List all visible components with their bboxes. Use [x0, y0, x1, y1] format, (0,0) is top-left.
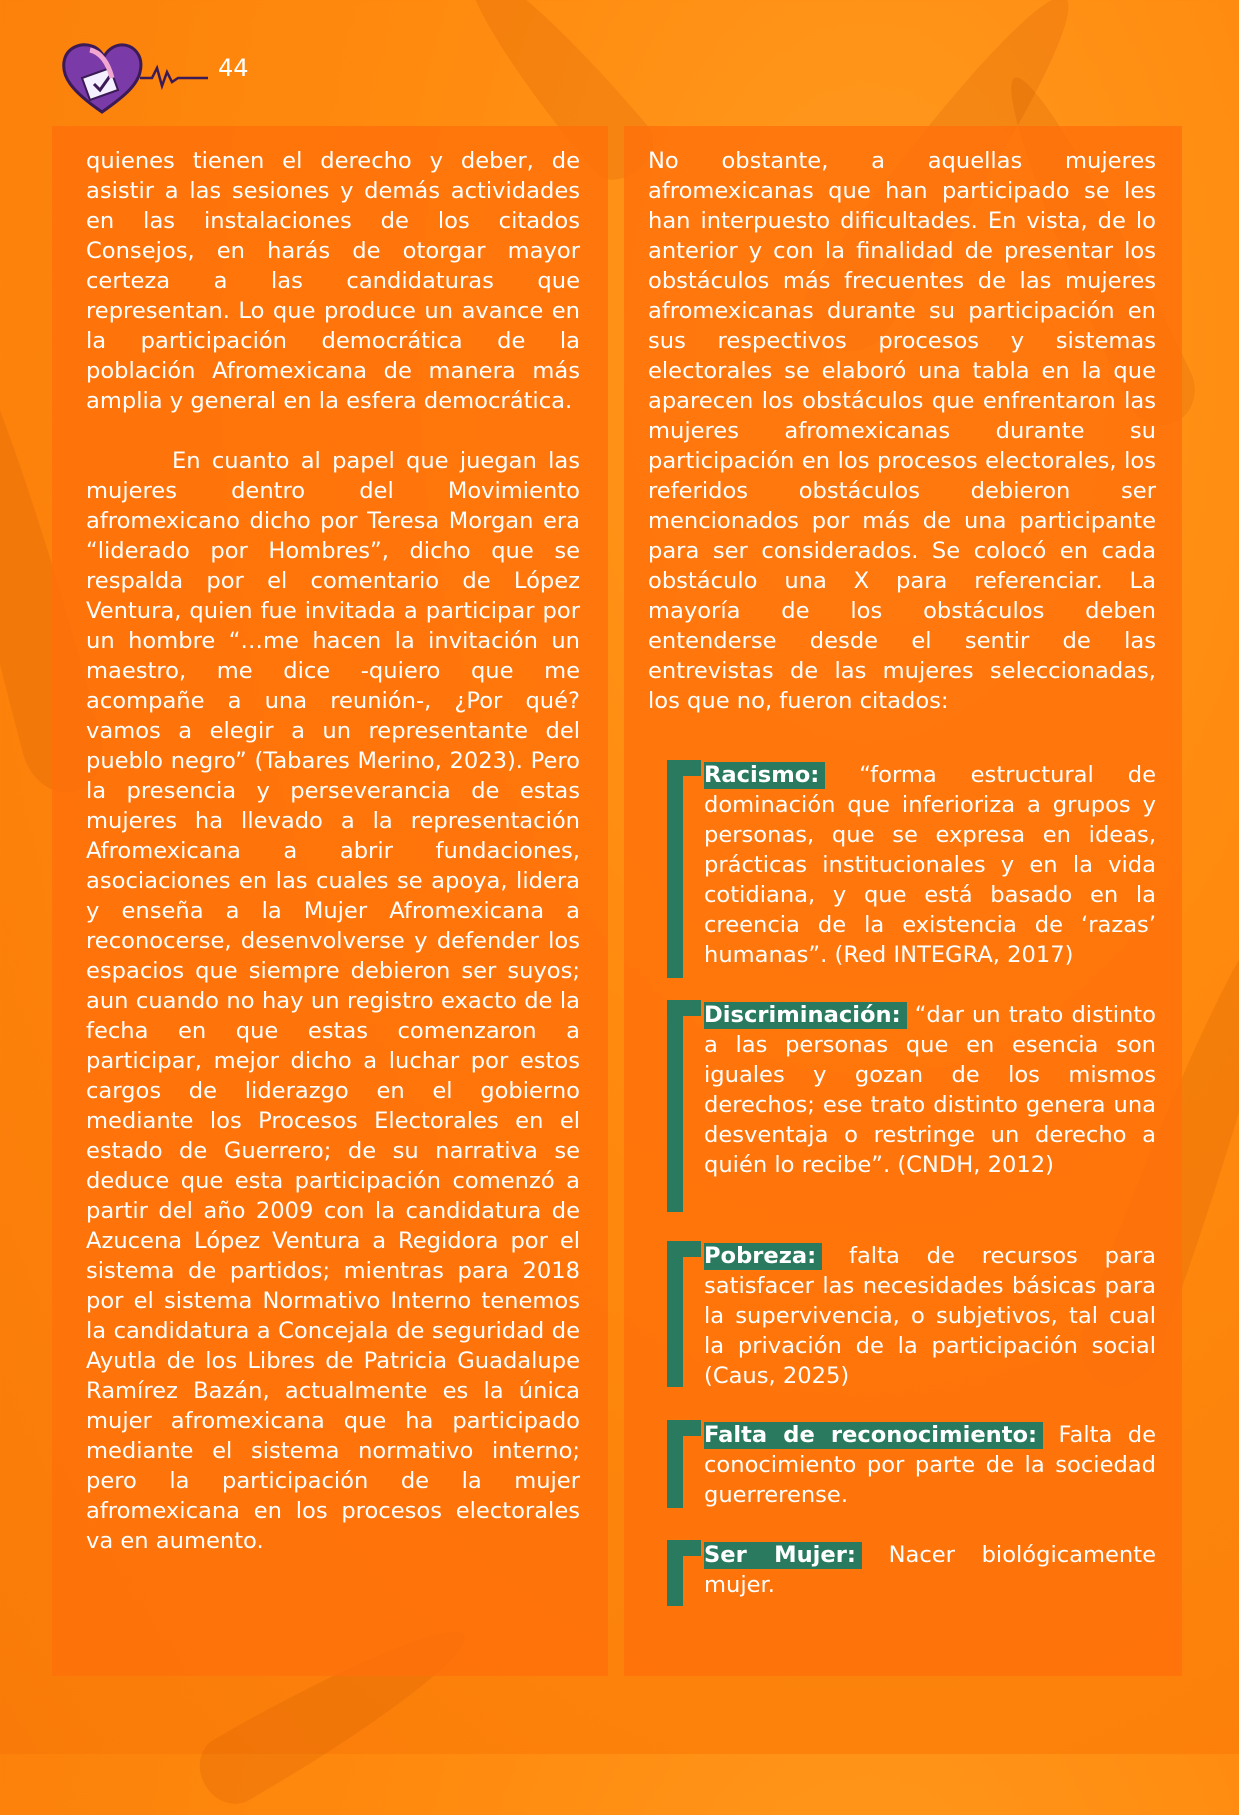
- obstacle-text: [704, 1420, 1156, 1510]
- obstacle-definition: Falta de conocimiento por parte de la sociedad guerrerense.: [704, 1422, 1157, 1508]
- obstacle-item-falta-reconocimiento: [668, 1420, 1156, 1510]
- item-accent-bar: [667, 1241, 701, 1257]
- obstacle-text: [704, 1000, 1156, 1180]
- obstacle-text: [704, 1540, 1156, 1600]
- obstacle-term: Ser Mujer:: [704, 1542, 862, 1569]
- item-accent-bar: [667, 760, 701, 776]
- obstacle-term: Discriminación:: [704, 1002, 907, 1029]
- item-accent-bar: [667, 1000, 701, 1016]
- obstacle-definition: “forma estructural de dominación que inferioriza a grupos y personas, que se expresa en ideas, prácticas institucionales y en la vida cotidiana, y que está basado en la creencia de la existencia de ‘razas’ humanas”. (Red INTEGRA, 2017): [704, 762, 1156, 968]
- heart-ballot-icon: [60, 38, 210, 118]
- page-number: 44: [218, 54, 249, 82]
- obstacle-item-racismo: [668, 760, 1156, 970]
- obstacle-text: [704, 1241, 1156, 1391]
- left-paragraph-1: quienes tienen el derecho y deber, de asistir a las sesiones y demás actividades en las instalaciones de los citados Consejos, en harás de otorgar mayor certeza a las candidaturas que representan. Lo que produce un avance en la participación democrática de la población Afromexicana de manera más amplia y general en la esfera democrática.: [86, 148, 580, 414]
- obstacle-definition: falta de recursos para satisfacer las necesidades básicas para la supervivencia, o subjetivos, tal cual la privación de la participación social (Caus, 2025): [704, 1243, 1156, 1389]
- obstacle-term: Pobreza:: [704, 1243, 822, 1270]
- page-header: [60, 38, 320, 118]
- obstacle-item-discriminacion: [668, 1000, 1156, 1180]
- obstacle-text: [704, 760, 1156, 970]
- obstacle-item-ser-mujer: [668, 1540, 1156, 1600]
- obstacle-definition: “dar un trato distinto a las personas que en esencia son iguales y gozan de los mismos derechos; ese trato distinto genera una desventaja o restringe un derecho a quién lo recibe”. (CNDH, 2012): [704, 1002, 1156, 1178]
- obstacle-item-pobreza: [668, 1241, 1156, 1391]
- item-accent-bar: [667, 1420, 701, 1436]
- right-paragraph-1: No obstante, a aquellas mujeres afromexicanas que han participado se les han interpuesto dificultades. En vista, de lo anterior y con la finalidad de presentar los obstáculos más frecuentes de las mujeres afromexicanas durante su participación en sus respectivos procesos y sistemas electorales se elaboró una tabla en la que aparecen los obstáculos que enfrentaron las mujeres afromexicanas durante su participación en los procesos electorales, los referidos obstáculos debieron ser mencionados por más de una participante para ser considerados. Se colocó en cada obstáculo una X para referenciar. La mayoría de los obstáculos deben entenderse desde el sentir de las entrevistas de las mujeres seleccionadas, los que no, fueron citados:: [648, 148, 1156, 714]
- right-column-text: [648, 146, 1156, 716]
- left-paragraph-2: En cuanto al papel que juegan las mujeres dentro del Movimiento afromexicano dicho por Teresa Morgan era “liderado por Hombres”, dicho que se respalda por el comentario de López Ventura, quien fue invitada a participar por un hombre “…me hacen la invitación un maestro, me dice -quiero que me acompañe a una reunión-, ¿Por qué? vamos a elegir a un representante del pueblo negro” (Tabares Merino, 2023). Pero la presencia y perseverancia de estas mujeres ha llevado a la representación Afromexicana a abrir fundaciones, asociaciones en las cuales se apoya, lidera y enseña a la Mujer Afromexicana a reconocerse, desenvolverse y defender los espacios que siempre debieron ser suyos; aun cuando no hay un registro exacto de la fecha en que estas comenzaron a participar, mejor dicho a luchar por estos cargos de liderazgo en el gobierno mediante los Procesos Electorales en el estado de Guerrero; de su narrativa se deduce que esta participación comenzó a partir del año 2009 con la candidatura de Azucena López Ventura a Regidora por el sistema de partidos; mientras para 2018 por el sistema Normativo Interno tenemos la candidatura a Concejala de seguridad de Ayutla de los Libres de Patricia Guadalupe Ramírez Bazán, actualmente es la única mujer afromexicana que ha participado mediante el sistema normativo interno; pero la participación de la mujer afromexicana en los procesos electorales va en aumento.: [86, 448, 580, 1554]
- obstacle-term: Falta de reconocimiento:: [704, 1422, 1043, 1449]
- item-accent-bar: [667, 1540, 701, 1556]
- obstacle-definition: Nacer biológicamente mujer.: [704, 1542, 1157, 1598]
- left-column-text: [86, 146, 580, 1556]
- item-accent-bar: [667, 1000, 683, 1212]
- item-accent-bar: [667, 1241, 683, 1387]
- obstacle-term: Racismo:: [704, 762, 825, 789]
- item-accent-bar: [667, 760, 683, 978]
